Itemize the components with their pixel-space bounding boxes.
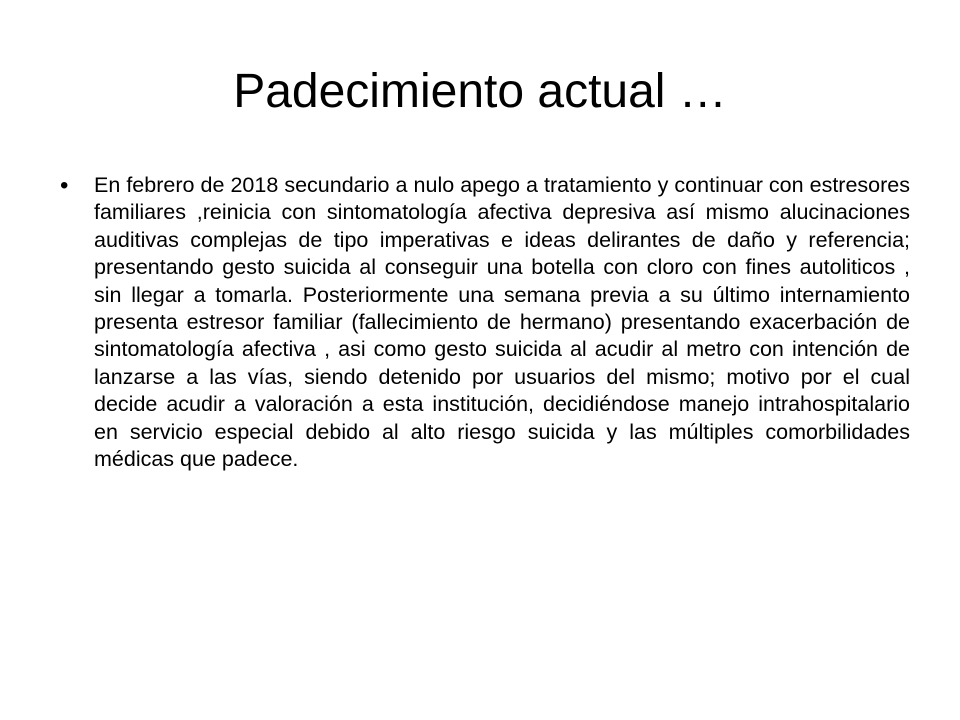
slide-content (60, 172, 910, 473)
bullet-item (60, 172, 910, 473)
slide-title: Padecimiento actual … (233, 65, 727, 118)
bullet-marker: • (60, 172, 69, 199)
bullet-text: En febrero de 2018 secundario a nulo apego a tratamiento y continuar con estresores familiares ,reinicia con sintomatología afectiva depresiva así mismo alucinaciones auditivas complejas de tipo imperativas e ideas delirantes de daño y referencia; presentando gesto suicida al conseguir una botella con cloro con fines autoliticos , sin llegar a tomarla. Posteriormente una semana previa a su último internamiento presenta estresor familiar (fallecimiento de hermano) presentando exacerbación de sintomatología afectiva , asi como gesto suicida al acudir al metro con intención de lanzarse a las vías, siendo detenido por usuarios del mismo; motivo por el cual decide acudir a valoración a esta institución, decidiéndose manejo intrahospitalario en servicio especial debido al alto riesgo suicida y las múltiples comorbilidades médicas que padece. (94, 173, 910, 472)
